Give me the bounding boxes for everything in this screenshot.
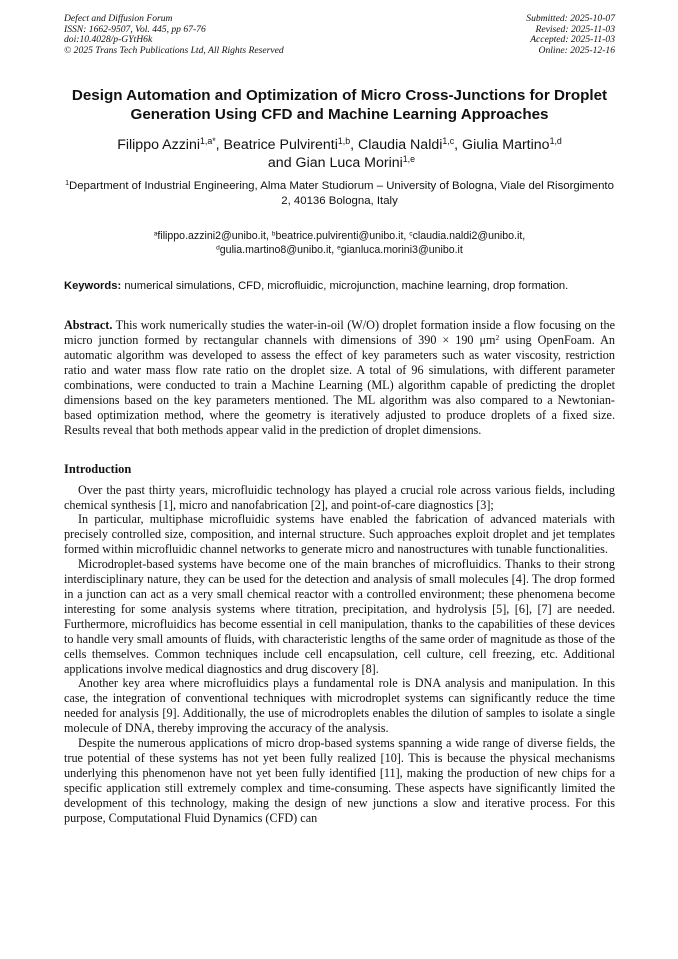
- keywords: [64, 279, 615, 293]
- abstract: [64, 318, 615, 437]
- date-accepted: Accepted: 2025-11-03: [530, 34, 615, 46]
- email[interactable]: $^a$filippo.azzini2@unibo.it: [153, 230, 266, 243]
- author: Filippo Azzini$^{1,a*}$,: [117, 136, 224, 154]
- date-online: Online: 2025-12-16: [538, 44, 615, 56]
- keywords-text: numerical simulations, CFD, microfluidic, microjunction, machine learning, drop formation.: [124, 280, 569, 293]
- journal-info: [64, 14, 284, 56]
- paragraph: Another key area where microfluidics plays a fundamental role is DNA analysis and manipulation. In this case, the integration of conventional techniques with microdroplet systems can significantly reduce the time needed for analysis [9]. Additionally, the use of microdroplets enables the dilution of samples to isolate a single molecule of DNA, thereby improving the accuracy of the analysis.: [64, 676, 615, 736]
- paragraph: Microdroplet-based systems have become one of the main branches of microfluidics. Thanks to their strong interdisciplinary nature, they can be used for the detection and analysis of small molecules [4]. The drop formed in a junction can act as a very small chemical reactor with a controlled environment; these phenomena become interesting for some analysis systems where titration, precipitation, and hydrolysis [5], [6], [7] are needed. Furthermore, microfluidics has become essential in cell manipulation, thanks to the capabilities of these devices to handle very small amounts of fluids, with characteristic lengths of the same order of magnitude as those of the cells themselves. Common techniques include cell encapsulation, cell culture, cell freezing, etc. Additional applications involve medical diagnostics and drug discovery [8].: [64, 557, 615, 676]
- paragraph: Over the past thirty years, microfluidic technology has played a crucial role across various fields, including chemical synthesis [1], micro and nanofabrication [2], and point-of-care diagnostics [3];: [64, 482, 615, 512]
- publication-dates: [526, 14, 615, 56]
- introduction-heading: Introduction: [64, 461, 132, 476]
- author: Beatrice Pulvirenti$^{1,b}$,: [223, 136, 358, 154]
- date-revised: Revised: 2025-11-03: [535, 23, 615, 35]
- keywords-label: Keywords:: [64, 280, 122, 293]
- affiliation-text: Department of Industrial Engineering, Alma Mater Studiorum – University of Bologna, Viale del Risorgimento 2, 40136 Bologna, Italy: [69, 180, 614, 208]
- email[interactable]: $^d$gulia.martino8@unibo.it: [216, 244, 332, 257]
- abstract-text: This work numerically studies the water-in-oil (W/O) droplet formation inside a flow focusing on the micro junction formed by rectangular channels with dimensions of 390 × 190 $\mu m^2$ using OpenFoam. An automatic algorithm was developed to assess the effect of key parameters such as water viscosity, restriction ratio and water mass flow rate ratio on the droplet size. A total of 96 simulations, with different parameter combinations, were conducted to train a Machine Learning (ML) algorithm capable of predicting the droplet dimensions based on the key parameters mentioned. The ML algorithm was also compared to a Newtonian-based optimization method, where the geometry is iteratively adjusted to produce droplets of a fixed size. Results reveal that both methods appear valid in the prediction of droplet dimensions.: [64, 318, 615, 437]
- journal-header: [64, 14, 615, 56]
- paper-title: Design Automation and Optimization of Micro Cross-Junctions for Droplet Generation Using CFD and Machine Learning Approaches: [71, 87, 608, 124]
- author-conjunction: and: [263, 155, 296, 172]
- date-submitted: Submitted: 2025-10-07: [526, 13, 615, 24]
- paragraph: In particular, multiphase microfluidic systems have enabled the fabrication of advanced materials with precisely controlled size, composition, and internal structure. Such approaches exploit droplet and jet templates formed within microfluidic channel networks to generate micro and nanostructures with tunable functionalities.: [64, 512, 615, 557]
- email[interactable]: $^b$beatrice.pulvirenti@unibo.it: [271, 230, 404, 243]
- author: Gian Luca Morini$^{1,e}$: [295, 154, 416, 172]
- journal-copyright: © 2025 Trans Tech Publications Ltd, All Rights Reserved: [64, 44, 284, 56]
- abstract-label: Abstract.: [64, 318, 113, 333]
- introduction-body: [64, 483, 615, 826]
- author: Giulia Martino$^{1,d}$: [462, 136, 562, 154]
- email[interactable]: $^e$gianluca.morini3@unibo.it: [337, 244, 463, 257]
- paper-page: [64, 14, 615, 825]
- author-list: [64, 136, 615, 172]
- journal-issn: ISSN: 1662-9507, Vol. 445, pp 67-76: [64, 23, 206, 35]
- email[interactable]: $^c$claudia.naldi2@unibo.it: [409, 230, 523, 243]
- affiliation: [64, 179, 615, 209]
- journal-name: Defect and Diffusion Forum: [64, 13, 173, 24]
- author: Claudia Naldi$^{1,c}$,: [358, 136, 463, 154]
- paragraph: Despite the numerous applications of micro drop-based systems spanning a wide range of diverse fields, the true potential of these systems has not yet been fully realized [10]. This is because the physical mechanisms underlying this phenomenon have not yet been fully identified [11], making the production of new chips for a specific application still extremely complex and time-consuming. These aspects have significantly limited the development of this technology, making the design of new junctions a slow and iterative process. For this purpose, Computational Fluid Dynamics (CFD) can: [64, 736, 615, 825]
- journal-doi: doi:10.4028/p-GYtH6k: [64, 34, 153, 46]
- affiliation-marker: 1: [65, 180, 69, 188]
- email-list: $^a$filippo.azzini2@unibo.it, $^b$beatrice.pulvirenti@unibo.it, $^c$claudia.naldi2@unibo.it, $^d$gulia.martino8@unibo.it, $^e$gianluca.morini3@unibo.it: [153, 230, 526, 257]
